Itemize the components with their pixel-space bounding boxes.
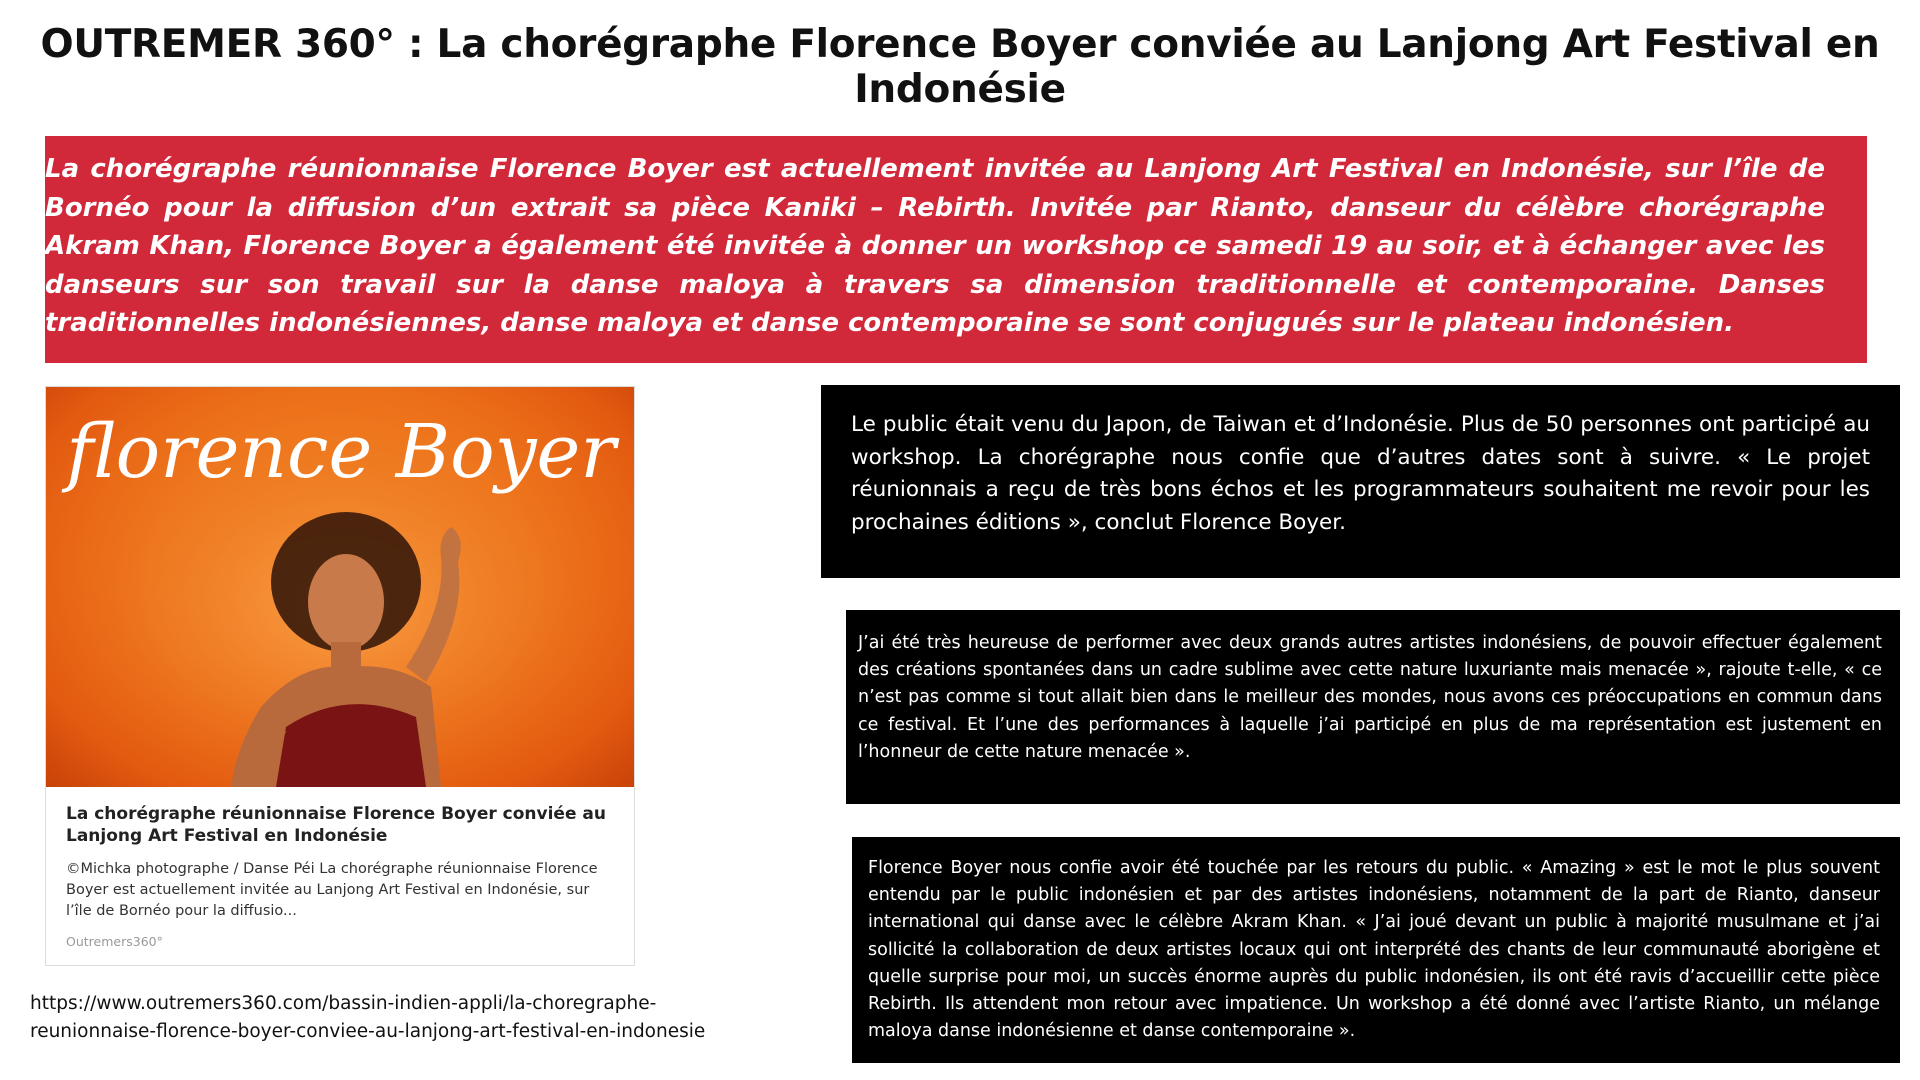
card-caption — [66, 803, 616, 949]
card-description: ©Michka photographe / Danse Péi La chorégraphe réunionnaise Florence Boyer est actuellement invitée au Lanjong Art Festival en Indonésie, sur l’île de Bornéo pour la diffusio... — [66, 861, 598, 919]
card-source: Outremers360° — [66, 934, 163, 949]
quote-box-reception: Florence Boyer nous confie avoir été touchée par les retours du public. « Amazing » est le mot le plus souvent entendu par le public indonésien et par des artistes indonésiens, notamment de la part de Rianto, danseur international qui danse avec le célèbre Akram Khan. « J’ai joué devant un public à majorité musulmane et j’ai sollicité la collaboration de deux artistes locaux qui ont interprété des chants de leur communauté aborigène et quelle surprise pour moi, un succès énorme auprès du public indonésien, ils ont été ravis d’accueillir cette pièce Rebirth. Ils attendent mon retour avec impatience. Un workshop a été donné avec l’artiste Rianto, un mélange maloya danse indonésienne et danse contemporaine ». — [852, 837, 1900, 1063]
article-url[interactable]: https://www.outremers360.com/bassin-indien-appli/la-choregraphe-reunionnaise-florence-boyer-conviee-au-lanjong-art-festival-en-indonesie — [30, 993, 706, 1042]
link-preview-card[interactable] — [45, 386, 635, 966]
image-script-title: florence Boyer — [66, 409, 616, 495]
card-headline[interactable]: La chorégraphe réunionnaise Florence Boyer conviée au Lanjong Art Festival en Indonésie — [66, 804, 606, 846]
quote-box-performance: J’ai été très heureuse de performer avec deux grands autres artistes indonésiens, de pouvoir effectuer également des créations spontanées dans un cadre sublime avec cette nature luxuriante mais menacée », rajoute t-elle, « ce n’est pas comme si tout allait bien dans le meilleur des mondes, nous avons ces préoccupations en commun dans ce festival. Et l’une des performances à laquelle j’ai participé en plus de ma représentation est justement en l’honneur de cette nature menacée ». — [846, 610, 1900, 804]
intro-text: La chorégraphe réunionnaise Florence Boyer est actuellement invitée au Lanjong Art Festival en Indonésie, sur l’île de Bornéo pour la diffusion d’un extrait sa pièce Kaniki – Rebirth. Invitée par Rianto, danseur du célèbre chorégraphe Akram Khan, Florence Boyer a également été invitée à donner un workshop ce samedi 19 au soir, et à échanger avec les danseurs sur son travail sur la danse maloya à travers sa dimension traditionnelle et contemporaine. Danses traditionnelles indonésiennes, danse maloya et danse contemporaine se sont conjugués sur le plateau indonésien. — [45, 154, 1825, 338]
page-title: OUTREMER 360° : La chorégraphe Florence Boyer conviée au Lanjong Art Festival en Indonésie — [40, 22, 1880, 112]
dancer-photo — [46, 387, 635, 787]
quote-box-public: Le public était venu du Japon, de Taiwan et d’Indonésie. Plus de 50 personnes ont participé au workshop. La chorégraphe nous confie que d’autres dates sont à suivre. « Le projet réunionnais a reçu de très bons échos et les programmateurs souhaitent me revoir pour les prochaines éditions », conclut Florence Boyer. — [821, 385, 1900, 578]
dancer-illustration — [46, 387, 635, 787]
